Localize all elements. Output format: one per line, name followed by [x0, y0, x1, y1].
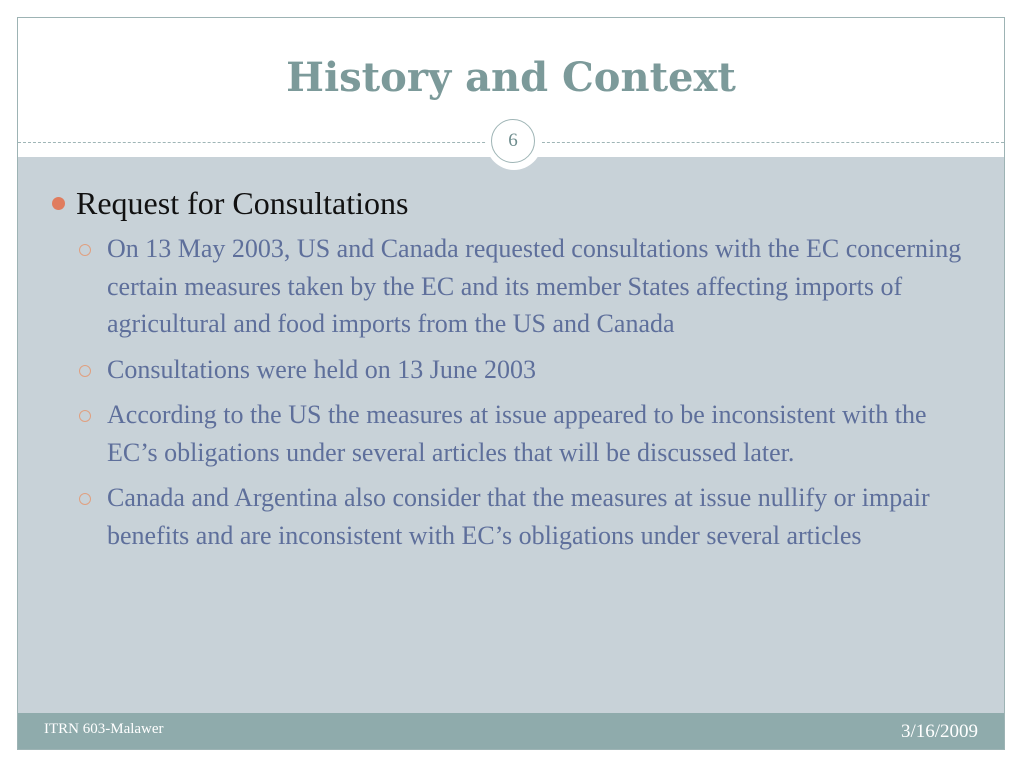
bullet-list — [48, 184, 978, 554]
hollow-circle-icon — [79, 410, 91, 422]
slide — [17, 17, 1005, 750]
hollow-circle-icon — [79, 244, 91, 256]
sub-bullet — [77, 479, 978, 554]
slide-title: History and Context — [286, 54, 736, 101]
sub-bullet-text: Canada and Argentina also consider that the measures at issue nullify or impair benefits and are inconsistent with EC’s obligations under several articles — [107, 483, 930, 550]
sub-bullet-text: On 13 May 2003, US and Canada requested consultations with the EC concerning certain measures taken by the EC and its member States affecting imports of agricultural and food imports from the US and Canada — [107, 234, 962, 338]
footer-course: ITRN 603-Malawer — [44, 721, 164, 737]
filled-circle-icon — [52, 197, 65, 210]
sub-bullet — [77, 351, 978, 389]
sub-bullet — [77, 230, 978, 343]
bullet-level1-text: Request for Consultations — [76, 185, 409, 221]
hollow-circle-icon — [79, 493, 91, 505]
footer-date: 3/16/2009 — [900, 721, 978, 742]
bullet-level1 — [48, 184, 978, 222]
hollow-circle-icon — [79, 365, 91, 377]
sub-bullet-text: Consultations were held on 13 June 2003 — [107, 354, 536, 384]
page-number: 6 — [491, 119, 535, 163]
footer — [18, 713, 1004, 749]
sub-bullet-text: According to the US the measures at issue appeared to be inconsistent with the EC’s obligations under several articles that will be discussed later. — [107, 400, 927, 467]
sub-bullet — [77, 396, 978, 471]
page-number-badge — [486, 114, 542, 170]
